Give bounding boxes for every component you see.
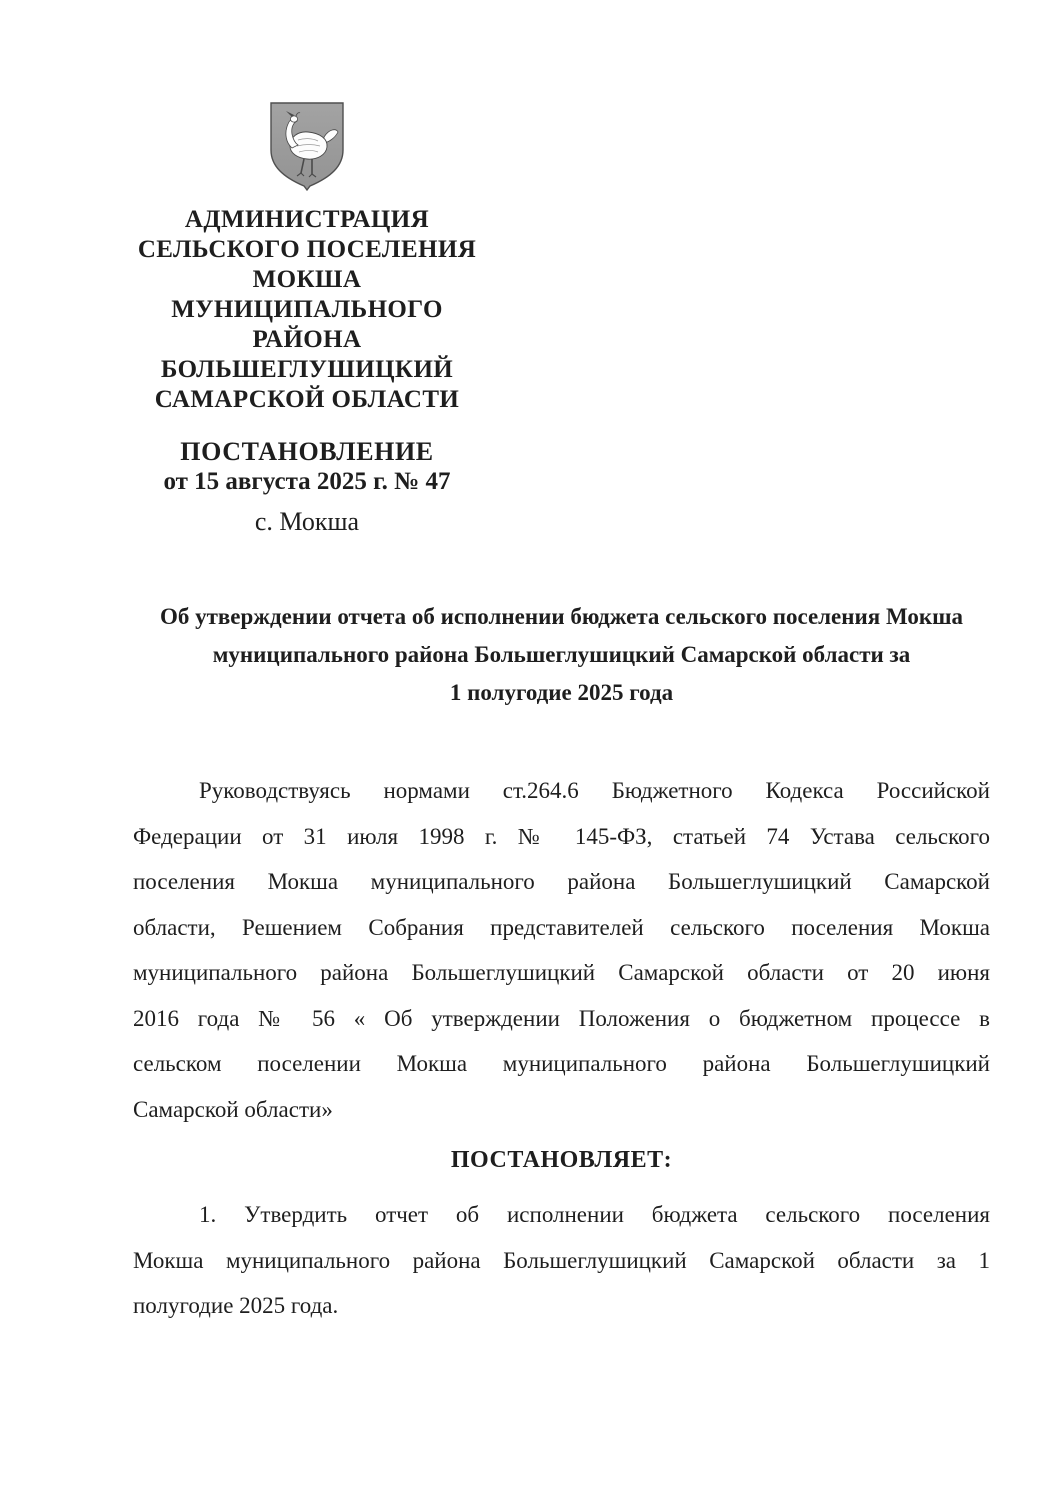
preamble-paragraph	[133, 768, 990, 1132]
text-line: муниципального района Большеглушицкий Самарской области за	[212, 642, 911, 667]
text-line: РАЙОНА	[252, 326, 362, 353]
org-name	[70, 205, 544, 415]
text-line: МОКША	[252, 266, 362, 293]
text-line: АДМИНИСТРАЦИЯ	[184, 206, 430, 233]
text-line: Об утверждении отчета об исполнении бюджета сельского поселения Мокша	[159, 604, 964, 629]
text-line: МУНИЦИПАЛЬНОГО	[171, 296, 443, 323]
text-line: Мокша муниципального района Большеглушицкий Самарской области за 1	[133, 1247, 990, 1273]
text-line: муниципального района Большеглушицкий Самарской области от 20 июня	[133, 960, 990, 985]
text-line: поселения Мокша муниципального района Большеглушицкий Самарской	[133, 869, 990, 894]
text-line: Самарской области»	[133, 1096, 333, 1122]
text-line: САМАРСКОЙ ОБЛАСТИ	[154, 386, 460, 413]
coat-of-arms-icon	[268, 100, 346, 192]
text-line: СЕЛЬСКОГО ПОСЕЛЕНИЯ	[137, 236, 477, 263]
resolution-heading: ПОСТАНОВЛЯЕТ:	[450, 1147, 673, 1173]
text-line: БОЛЬШЕГЛУШИЦКИЙ	[160, 356, 454, 383]
text-line: Руководствуясь нормами ст.264.6 Бюджетного Кодекса Российской	[199, 778, 990, 803]
text-line: сельском поселении Мокша муниципального района Большеглушицкий	[133, 1051, 990, 1076]
text-line: полугодие 2025 года.	[133, 1293, 339, 1318]
resolution-item-1	[133, 1192, 990, 1329]
text-line: области, Решением Собрания представителей сельского поселения Мокша	[133, 914, 990, 940]
doc-title	[133, 598, 990, 712]
text-line: Федерации от 31 июля 1998 г. № 145-ФЗ, статьей 74 Устава сельского	[133, 823, 990, 849]
text-line: 2016 года № 56 « Об утверждении Положения о бюджетном процессе в	[133, 1005, 990, 1031]
doc-date-number: от 15 августа 2025 г. № 47	[163, 468, 451, 495]
doc-place: с. Мокша	[254, 507, 360, 536]
text-line: 1. Утвердить отчет об исполнении бюджета сельского поселения	[199, 1202, 990, 1227]
doc-type-heading: ПОСТАНОВЛЕНИЕ	[180, 437, 434, 466]
letterhead	[70, 100, 544, 537]
text-line: 1 полугодие 2025 года	[449, 680, 674, 705]
